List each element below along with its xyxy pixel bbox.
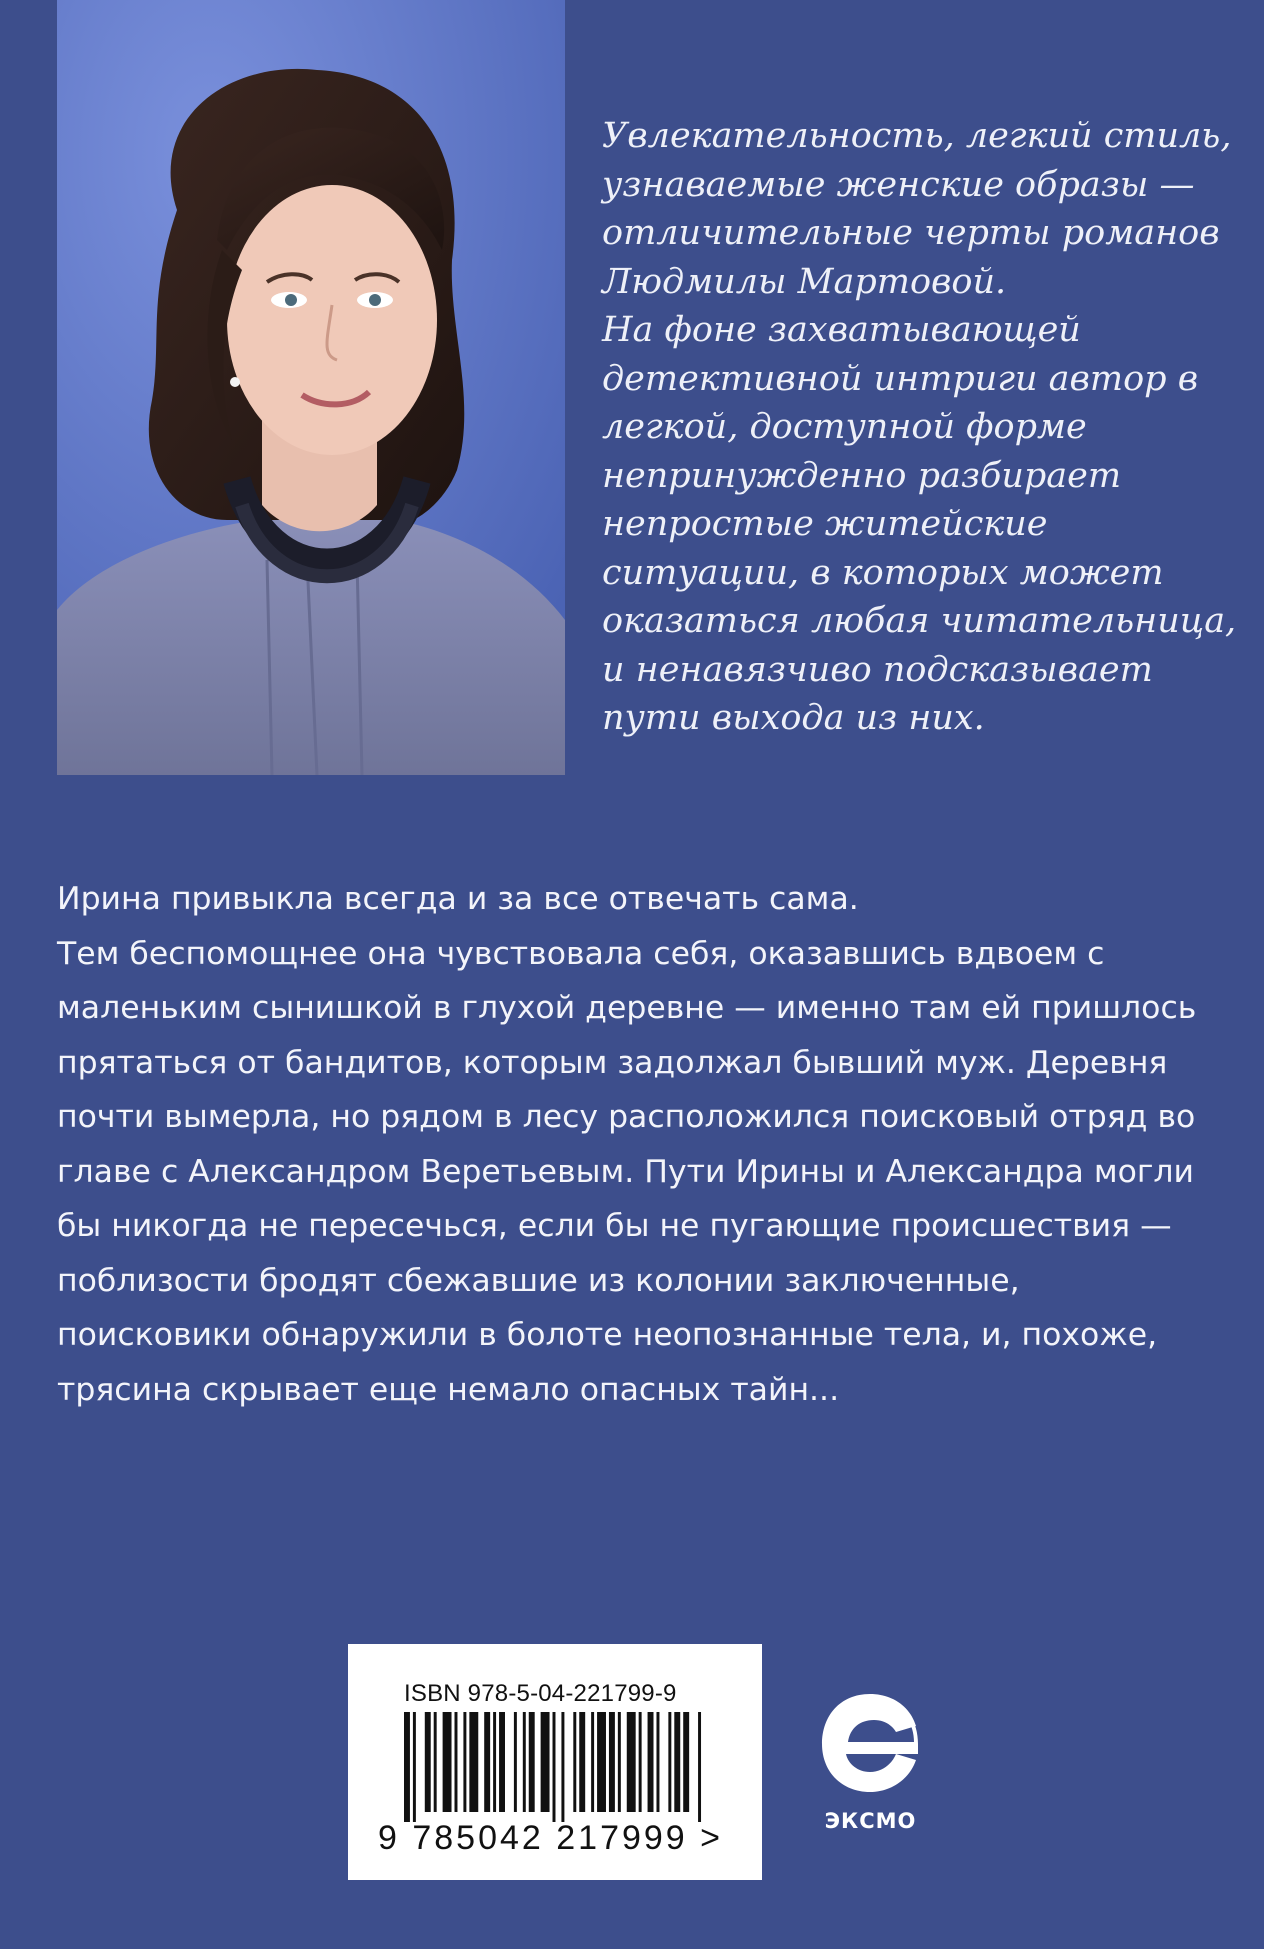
- barcode-bar: [698, 1712, 701, 1822]
- barcode-bar: [674, 1712, 680, 1812]
- barcode-bar: [443, 1712, 452, 1812]
- author-photo: [57, 0, 565, 775]
- isbn-barcode-panel: [348, 1644, 762, 1880]
- barcode-bar: [529, 1712, 535, 1812]
- barcode-bar: [514, 1712, 517, 1812]
- barcode-bar: [639, 1712, 642, 1812]
- publisher-name: ЭКСМО: [824, 1809, 917, 1833]
- barcode-bar: [648, 1712, 654, 1812]
- isbn-label: ISBN 978-5-04-221799-9: [404, 1680, 677, 1707]
- barcode-bar: [573, 1712, 576, 1812]
- barcode-bar: [499, 1712, 505, 1812]
- barcode-bar: [683, 1712, 689, 1812]
- barcode-bar: [541, 1712, 550, 1812]
- book-synopsis: [57, 872, 1217, 1417]
- barcode-bar: [493, 1712, 496, 1812]
- barcode-bar: [404, 1712, 410, 1822]
- synopsis-paragraph: Тем беспомощнее она чувствовала себя, оказавшись вдвоем с маленьким сынишкой в глухой деревне — именно там ей пришлось прятаться от бандитов, которым задолжал бывший муж. Деревня почти вымерла, но рядом в лесу расположился поисковый отряд во главе с Александром Веретьевым. Пути Ирины и Александра могли бы никогда не пересечься, если бы не пугающие происшествия — поблизости бродят сбежавшие из колонии заключенные, поисковики обнаружили в болоте неопознанные тела, и, похоже, трясина скрывает еще немало опасных тайн...: [57, 935, 1197, 1408]
- barcode-digits: 9 785042 217999 >: [378, 1819, 724, 1857]
- barcode-bar: [579, 1712, 585, 1812]
- barcode-bar: [597, 1712, 606, 1812]
- barcode-bar: [668, 1712, 671, 1812]
- author-praise-quote: [602, 112, 1242, 743]
- barcode-bar: [469, 1712, 478, 1812]
- barcode-bar: [609, 1712, 615, 1812]
- synopsis-paragraph: Ирина привыкла всегда и за все отвечать сама.: [57, 881, 859, 917]
- barcode-bar: [455, 1712, 458, 1812]
- barcode-bar: [523, 1712, 526, 1812]
- quote-paragraph: На фоне захватывающей детективной интриги автор в легкой, доступной форме непринужденно разбирает непростые житейские ситуации, в которых может оказаться любая читательница, и ненавязчиво подсказывает пути выхода из них.: [602, 310, 1237, 738]
- barcode-bar: [463, 1712, 466, 1812]
- barcode-bar: [413, 1712, 416, 1822]
- barcode-bar: [484, 1712, 490, 1812]
- barcode-bar: [618, 1712, 621, 1812]
- barcode-bar: [425, 1712, 431, 1812]
- quote-paragraph: Увлекательность, легкий стиль, узнаваемые женские образы — отличительные черты романов Людмилы Мартовой.: [602, 116, 1232, 302]
- barcode-bar: [627, 1712, 636, 1812]
- barcode-bar: [434, 1712, 437, 1812]
- barcode-bar: [656, 1712, 659, 1812]
- barcode-bar: [561, 1712, 564, 1822]
- barcode-bar: [553, 1712, 556, 1822]
- barcode-bar: [591, 1712, 594, 1812]
- barcode-bars: [404, 1712, 704, 1822]
